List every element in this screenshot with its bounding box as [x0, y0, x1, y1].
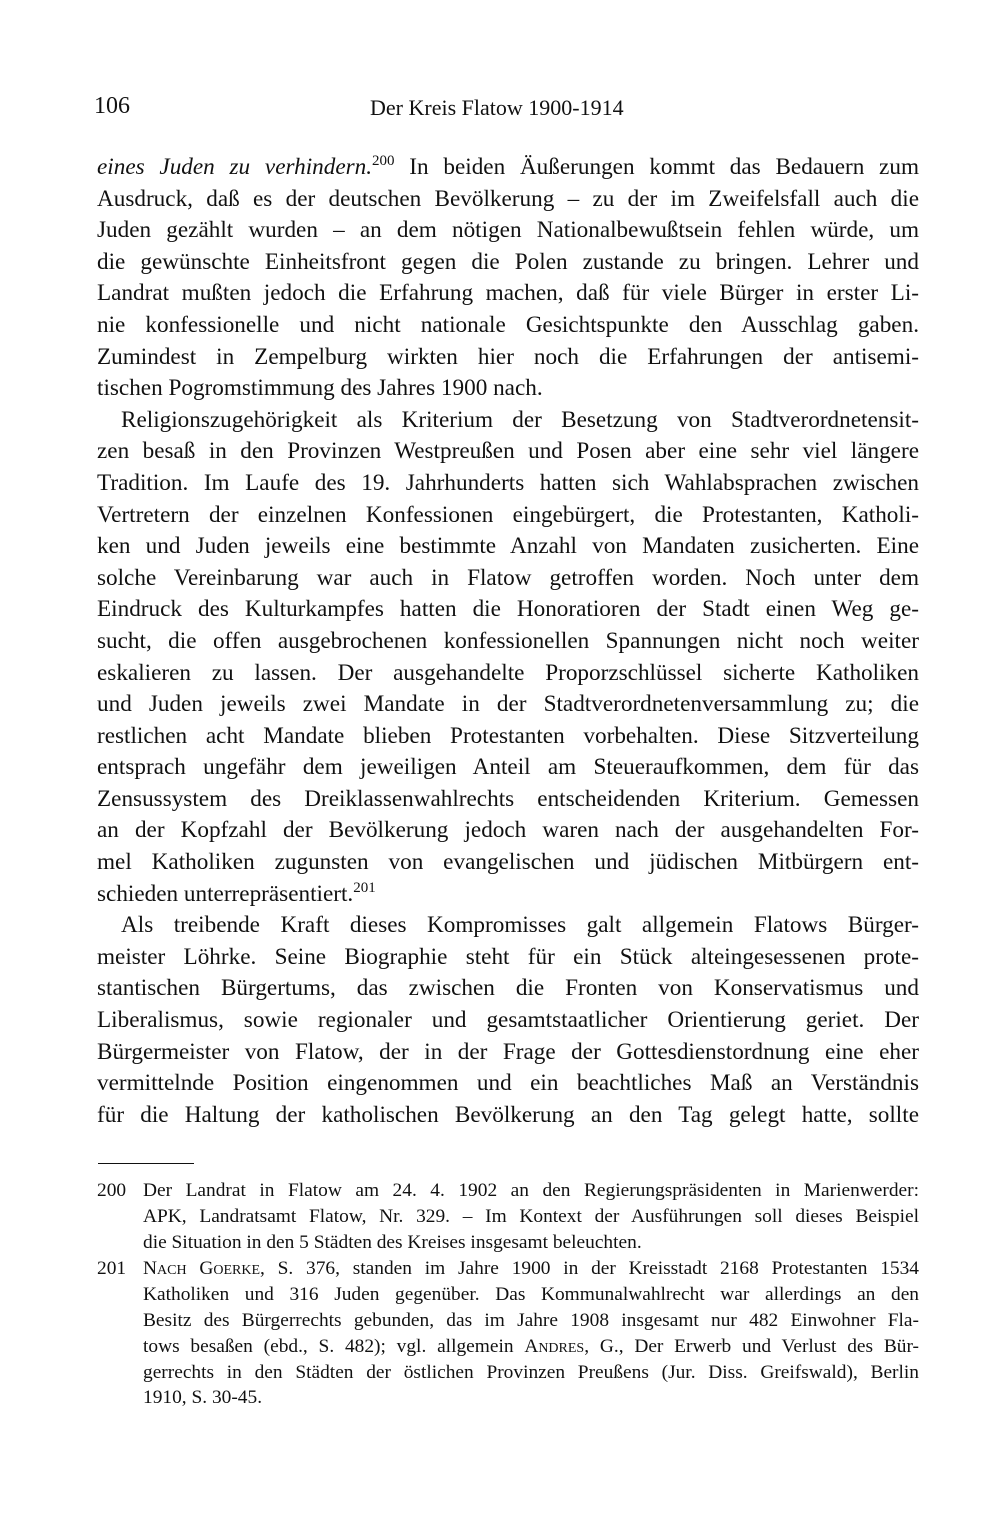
- text-line: Zensussystem des Dreiklassenwahlrechts entscheidenden Kriterium. Gemessen: [97, 785, 919, 812]
- footnote-divider: [98, 1163, 194, 1164]
- text-line: an der Kopfzahl der Bevölkerung jedoch waren nach der ausgehandelten For-: [97, 817, 919, 844]
- footnote-line: Besitz des Bürgerrechts gebunden, das im Jahre 1908 insgesamt nur 482 Einwohner Fla-: [143, 1309, 919, 1331]
- text-line: Tradition. Im Laufe des 19. Jahrhunderts hatten sich Wahlabsprachen zwischen: [97, 469, 919, 496]
- text-line: für die Haltung der katholischen Bevölkerung an den Tag gelegt hatte, sollte: [97, 1101, 919, 1128]
- paragraph: [97, 152, 919, 405]
- text-line: entsprach ungefähr dem jeweiligen Anteil am Steueraufkommen, dem für das: [97, 754, 919, 781]
- text-span: tows besaßen (ebd., S. 482); vgl. allgemein: [143, 1335, 525, 1357]
- text-line: Juden gezählt wurden – an dem nötigen Nationalbewußtsein fehlen würde, um: [97, 217, 919, 244]
- paragraph: [97, 405, 919, 911]
- author-name: Andres: [524, 1335, 585, 1357]
- text-line: ken und Juden jeweils eine bestimmte Anzahl von Mandaten zusicherten. Eine: [97, 533, 919, 560]
- text-line: Liberalismus, sowie regionaler und gesamtstaatlicher Orientierung geriet. Der: [97, 1007, 919, 1034]
- footnote: [97, 1256, 919, 1411]
- text-span: schieden unterrepräsentiert.: [97, 880, 354, 907]
- footnote-line: gerrechts in den Städten der östlichen Provinzen Preußens (Jur. Diss. Greifswald), Berlin: [143, 1361, 919, 1383]
- footnote-ref[interactable]: 200: [372, 153, 395, 169]
- footnote-line: APK, Landratsamt Flatow, Nr. 329. – Im Kontext der Ausführungen soll dieses Beispiel: [143, 1205, 919, 1227]
- text-line: solche Vereinbarung war auch in Flatow getroffen worden. Noch unter dem: [97, 564, 919, 591]
- text-line: Bürgermeister von Flatow, der in der Frage der Gottesdienstordnung eine eher: [97, 1038, 919, 1065]
- text-line: sucht, die offen ausgebrochenen konfessionellen Spannungen nicht noch weiter: [97, 627, 919, 654]
- footnote: [97, 1178, 919, 1255]
- text-span: , S. 376, standen im Jahre 1900 in der Kreisstadt 2168 Protestanten 1534: [260, 1258, 919, 1280]
- text-line: tischen Pogromstimmung des Jahres 1900 nach.: [97, 375, 543, 402]
- footnote-line: die Situation in den 5 Städten des Kreises insgesamt beleuchten.: [143, 1231, 642, 1253]
- footnote-line: 1910, S. 30-45.: [143, 1387, 263, 1409]
- text-line: vermittelnde Position eingenommen und ein beachtliches Maß an Verständnis: [97, 1070, 919, 1097]
- footnote-number: 200: [97, 1180, 127, 1201]
- footnotes: [97, 1178, 919, 1412]
- footnote-line: Der Landrat in Flatow am 24. 4. 1902 an den Regierungspräsidenten in Marienwerder:: [143, 1180, 919, 1201]
- footnote-number: 201: [97, 1258, 127, 1280]
- footnote-line: [143, 1256, 919, 1282]
- text-line: restlichen acht Mandate blieben Protestanten vorbehalten. Diese Sitzverteilung: [97, 722, 919, 749]
- text-span: In beiden Äußerungen kommt das Bedauern zum: [394, 154, 919, 180]
- text-line: [97, 152, 919, 184]
- text-line: Landrat mußten jedoch die Erfahrung machen, daß für viele Bürger in erster Li-: [97, 280, 919, 307]
- text-line: Eindruck des Kulturkampfes hatten die Honoratioren der Stadt einen Weg ge-: [97, 596, 919, 623]
- text-line: mel Katholiken zugunsten von evangelischen und jüdischen Mitbürgern ent-: [97, 849, 919, 876]
- text-line: Zumindest in Zempelburg wirkten hier noch die Erfahrungen der antisemi-: [97, 343, 919, 370]
- text-line: Als treibende Kraft dieses Kompromisses galt allgemein Flatows Bürger-: [121, 912, 919, 939]
- text-line: eskalieren zu lassen. Der ausgehandelte Proporzschlüssel sicherte Katholiken: [97, 659, 919, 686]
- author-name: Nach Goerke: [143, 1258, 261, 1280]
- text-span: , G., Der Erwerb und Verlust des Bür-: [584, 1335, 919, 1357]
- text-line: zen besaß in den Provinzen Westpreußen und Posen aber eine sehr viel längere: [97, 438, 919, 465]
- page-number: 106: [94, 93, 130, 119]
- text-line: Religionszugehörigkeit als Kriterium der Besetzung von Stadtverordnetensit-: [121, 406, 919, 433]
- text-line: Vertretern der einzelnen Konfessionen eingebürgert, die Protestanten, Katholi-: [97, 501, 919, 528]
- text-line: meister Löhrke. Seine Biographie steht für ein Stück alteingesessenen prote-: [97, 943, 919, 970]
- text-line: [97, 879, 919, 911]
- text-line: und Juden jeweils zwei Mandate in der Stadtverordnetenversammlung zu; die: [97, 691, 919, 718]
- footnote-line: [143, 1334, 919, 1360]
- text-line: stantischen Bürgertums, das zwischen die Fronten von Konservatismus und: [97, 975, 919, 1002]
- text-line: die gewünschte Einheitsfront gegen die Polen zustande zu bringen. Lehrer und: [97, 248, 919, 275]
- main-text: [97, 152, 919, 1131]
- running-title: Der Kreis Flatow 1900-1914: [370, 95, 624, 120]
- text-line: nie konfessionelle und nicht nationale Gesichtspunkte den Ausschlag gaben.: [97, 311, 919, 338]
- footnote-line: Katholiken und 316 Juden gegenüber. Das Kommunalwahlrecht war allerdings an den: [143, 1284, 919, 1306]
- text-line: Ausdruck, daß es der deutschen Bevölkerung – zu der im Zweifelsfall auch die: [97, 185, 919, 212]
- footnote-ref[interactable]: 201: [353, 879, 376, 896]
- italic-phrase: eines Juden zu verhindern.: [97, 154, 373, 180]
- paragraph: [97, 910, 919, 1131]
- page-header: [94, 93, 924, 127]
